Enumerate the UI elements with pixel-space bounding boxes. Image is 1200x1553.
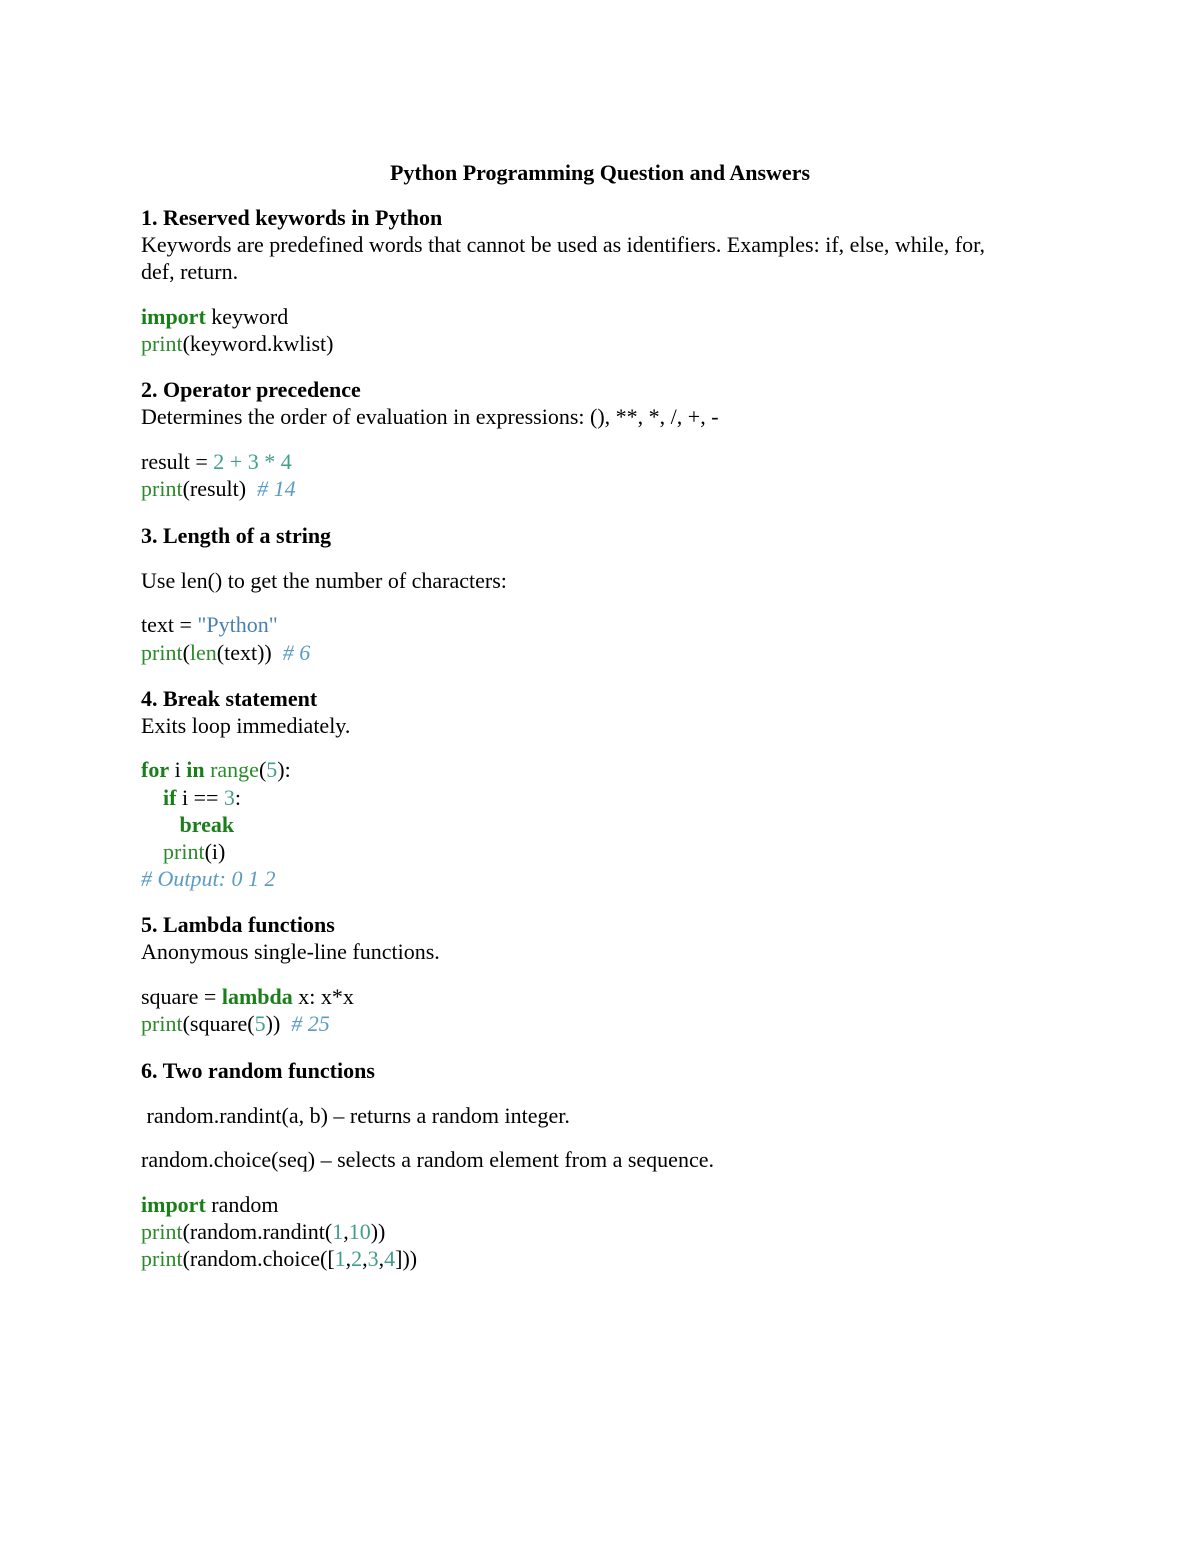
section-3-heading: 3. Length of a string	[141, 523, 332, 548]
section-2-code-line-2: print(result) # 14	[141, 476, 296, 501]
section-1-body-line-2: def, return.	[141, 259, 239, 284]
section-3-body-line-1: Use len() to get the number of characters:	[141, 568, 507, 593]
section-5-code-line-1: square = lambda x: x*x	[141, 984, 354, 1009]
section-2-code-line-1: result = 2 + 3 * 4	[141, 449, 292, 474]
section-2-body-line-1: Determines the order of evaluation in expressions: (), **, *, /, +, -	[141, 404, 719, 429]
section-6-body-line-2: random.choice(seq) – selects a random element from a sequence.	[141, 1147, 714, 1172]
document-title: Python Programming Question and Answers	[389, 160, 811, 185]
section-4-body-line-1: Exits loop immediately.	[141, 713, 351, 738]
section-5-heading: 5. Lambda functions	[141, 912, 335, 937]
section-6-code-line-3: print(random.choice([1,2,3,4]))	[141, 1246, 418, 1271]
section-4-code-line-2: if i == 3:	[163, 785, 242, 810]
section-4-heading: 4. Break statement	[141, 686, 318, 711]
section-5-code-line-2: print(square(5)) # 25	[141, 1011, 330, 1036]
section-1-code-line-1: import keyword	[141, 304, 289, 329]
section-1-code-line-2: print(keyword.kwlist)	[141, 331, 334, 356]
section-4-code-line-1: for i in range(5):	[141, 757, 291, 782]
section-4-code-line-4: print(i)	[163, 839, 226, 864]
section-6-body-line-1: random.randint(a, b) – returns a random integer.	[141, 1103, 570, 1128]
section-3-code-line-1: text = "Python"	[141, 612, 278, 637]
section-4-code-line-5: # Output: 0 1 2	[141, 866, 276, 891]
section-6-code-line-2: print(random.randint(1,10))	[141, 1219, 386, 1244]
section-6-code-line-1: import random	[141, 1192, 279, 1217]
section-2-heading: 2. Operator precedence	[141, 377, 361, 402]
section-5-body-line-1: Anonymous single-line functions.	[141, 939, 440, 964]
section-1-body-line-1: Keywords are predefined words that cannot be used as identifiers. Examples: if, else, while, for,	[141, 232, 986, 257]
section-6-heading: 6. Two random functions	[141, 1058, 375, 1083]
section-1-heading: 1. Reserved keywords in Python	[141, 205, 443, 230]
section-4-code-line-3: break	[179, 812, 235, 837]
section-3-code-line-2: print(len(text)) # 6	[141, 640, 311, 665]
